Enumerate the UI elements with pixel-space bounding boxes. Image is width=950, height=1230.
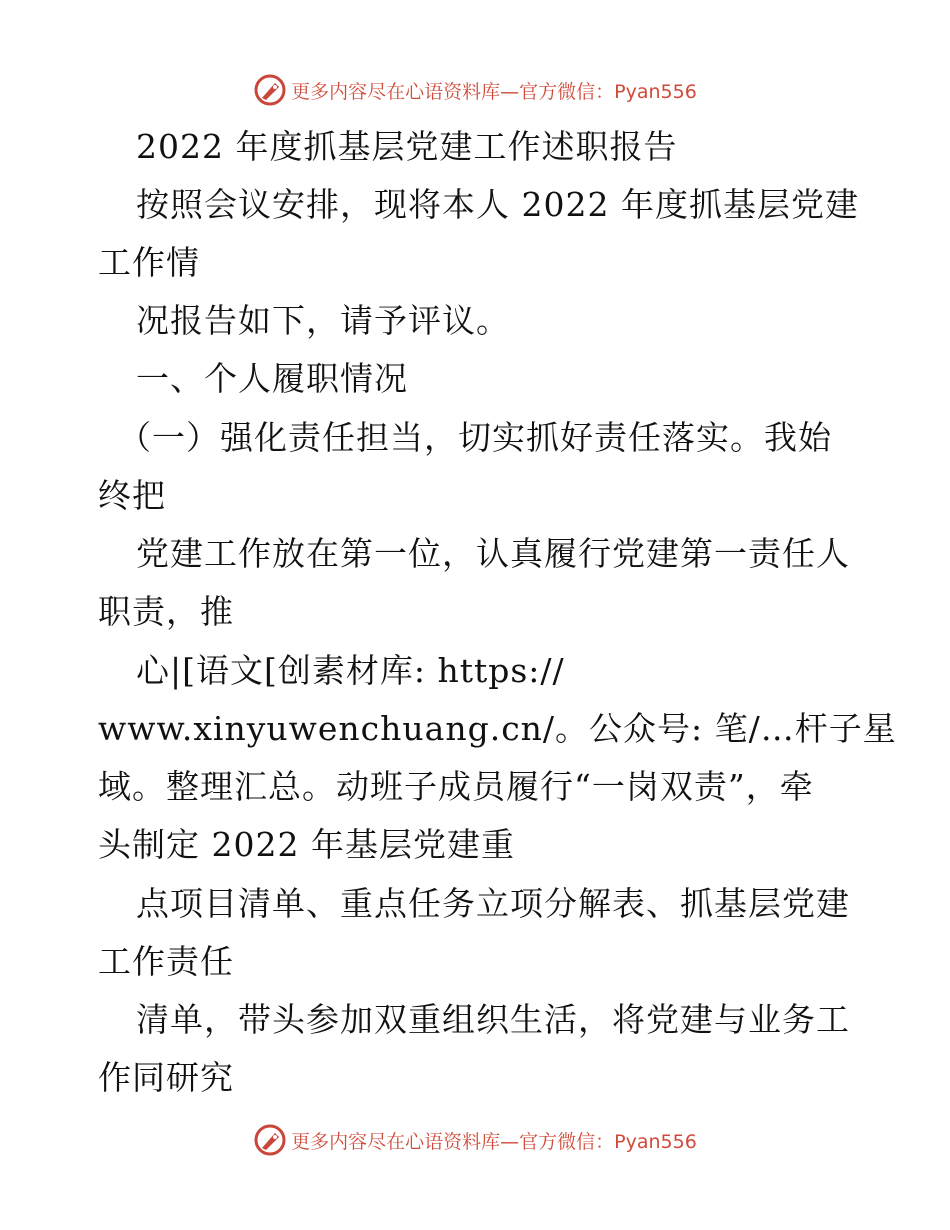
paragraph-line: 清单，带头参加双重组织生活，将党建与业务工: [136, 1000, 850, 1039]
paragraph-line: www.xinyuwenchuang.cn/。公众号: 笔/…杆子星: [98, 709, 897, 748]
pen-nib-logo-icon: [253, 1123, 287, 1157]
paragraph-line: 域。整理汇总。动班子成员履行“一岗双责”，牵: [98, 767, 814, 806]
footer-banner-text: 更多内容尽在心语资料库—官方微信：Pyan556: [291, 1130, 697, 1153]
paragraph-line: 工作责任: [98, 942, 234, 981]
paragraph-line: 心|[语文[创素材库: https://: [136, 651, 565, 690]
subsection-heading: （一）强化责任担当，切实抓好责任落实。我始: [118, 418, 832, 457]
header-banner: [0, 70, 950, 110]
section-heading: 一、个人履职情况: [136, 359, 408, 398]
paragraph-line: 工作情: [98, 243, 200, 282]
footer-banner: [0, 1120, 950, 1160]
paragraph-line: 况报告如下，请予评议。: [136, 301, 510, 340]
paragraph-line: 头制定 2022 年基层党建重: [98, 825, 515, 864]
document-title: 2022 年度抓基层党建工作述职报告: [136, 127, 678, 166]
pen-nib-logo-icon: [253, 73, 287, 107]
paragraph-line: 作同研究: [98, 1058, 234, 1097]
paragraph-line: 职责，推: [98, 592, 234, 631]
paragraph-line: 党建工作放在第一位，认真履行党建第一责任人: [136, 534, 850, 573]
paragraph-line: 按照会议安排，现将本人 2022 年度抓基层党建: [136, 185, 859, 224]
paragraph-line: 点项目清单、重点任务立项分解表、抓基层党建: [136, 884, 850, 923]
paragraph-line: 终把: [98, 476, 166, 515]
header-banner-text: 更多内容尽在心语资料库—官方微信：Pyan556: [291, 80, 697, 103]
